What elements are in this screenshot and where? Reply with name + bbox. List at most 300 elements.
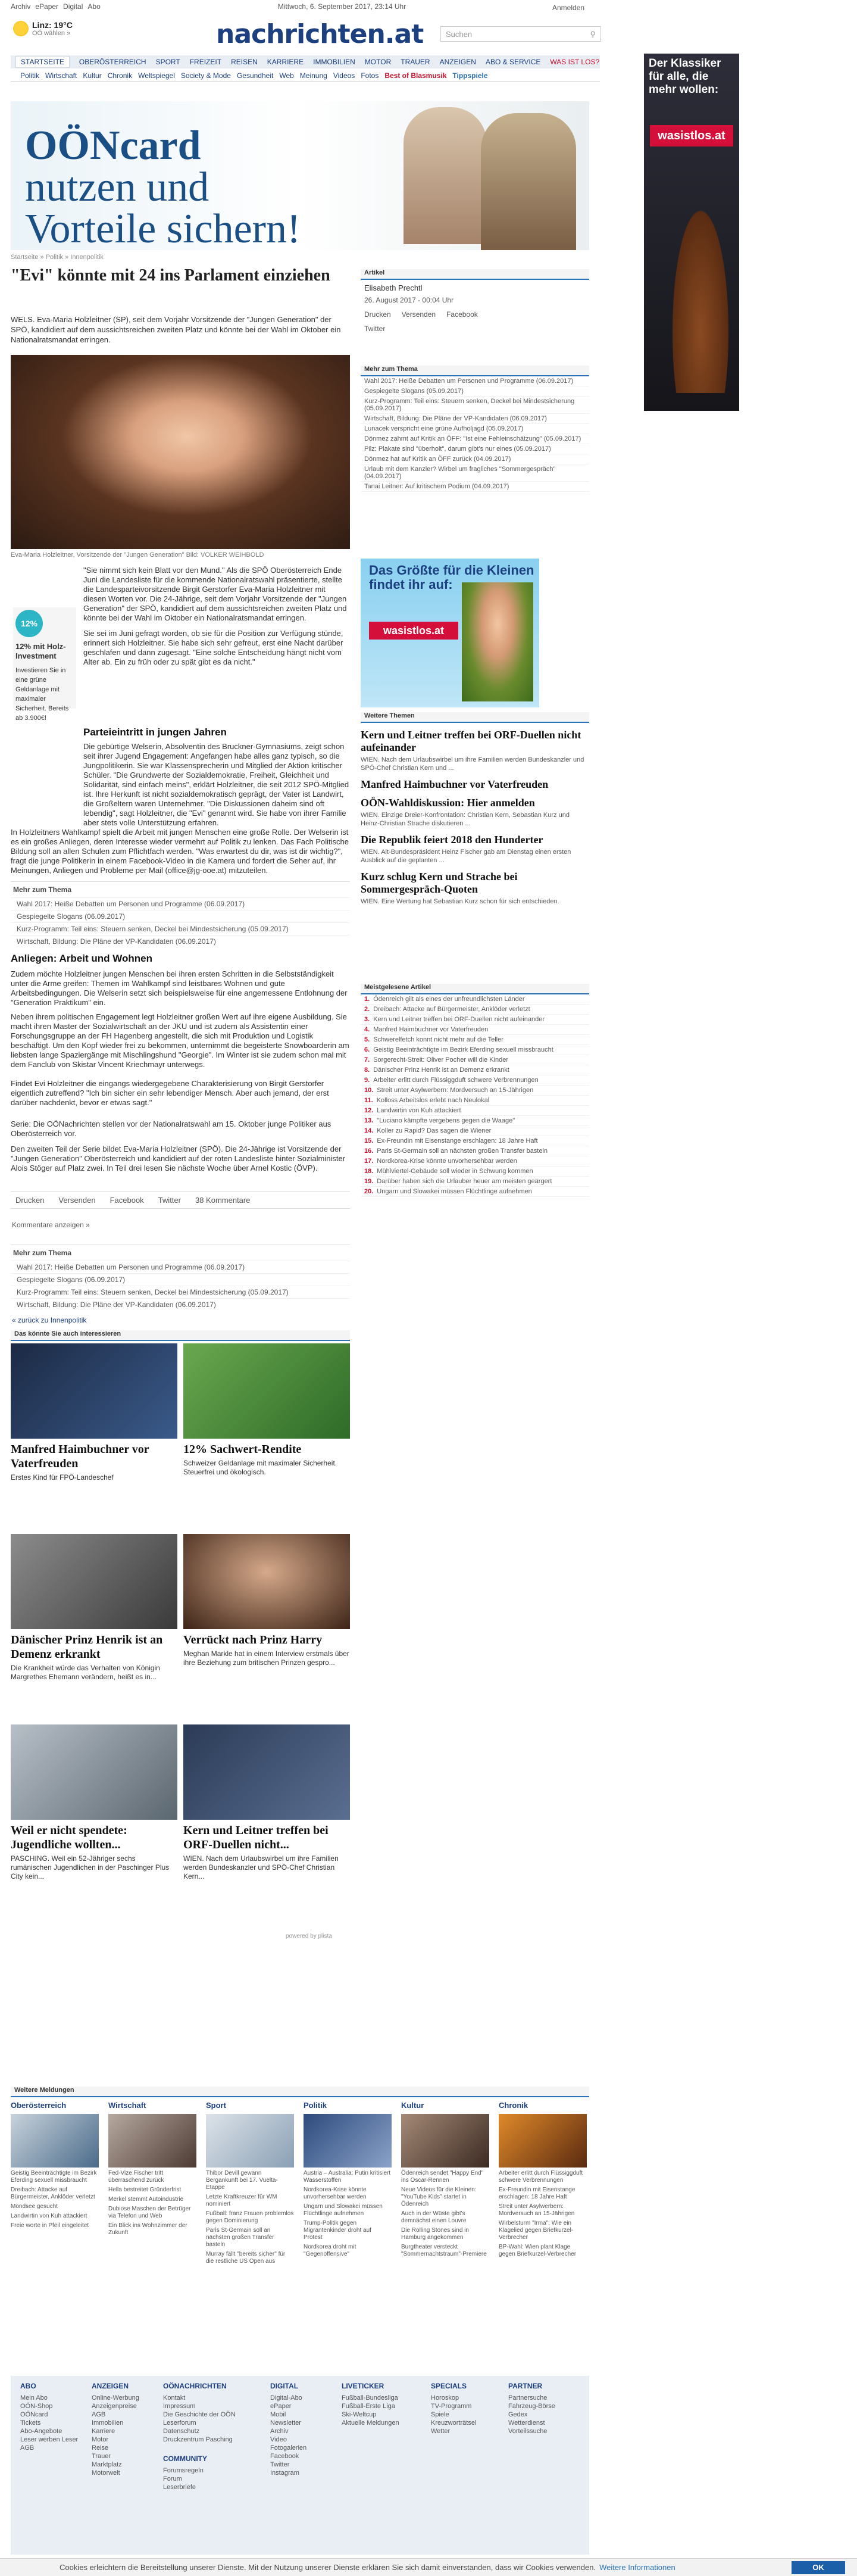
card-text: Die Krankheit würde das Verhalten von Königin Margrethes Ehemann verändern, heißt es in... <box>11 1664 160 1681</box>
footer-link[interactable]: Ski-Weltcup <box>342 2411 377 2418</box>
side-related-item[interactable]: Lunacek verspricht eine grüne Aufholjagd (05.09.2017) <box>361 424 589 434</box>
most-read-item[interactable]: 13. "Luciano kämpfte vergebens gegen die Waage" <box>361 1116 589 1126</box>
col-lead[interactable]: Thibor Devill gewann Bergankunft bei 17. Vuelta-Etappe <box>206 2170 278 2191</box>
side-related-item[interactable]: Dönmez zahmt auf Kritik an ÖFF: "Ist eine Fehleinschätzung" (05.09.2017) <box>361 434 589 444</box>
footer-link[interactable]: Mobil <box>270 2411 286 2418</box>
col-item[interactable]: Fußball: franz Frauen problemlos gegen Dominierung <box>206 2210 294 2224</box>
col-item[interactable]: Burgtheater versteckt "Sommernachtstraum"-Premiere <box>401 2244 487 2257</box>
col-head[interactable]: Oberösterreich <box>11 2101 67 2110</box>
topic-title: Kurz schlug Kern und Strache bei Sommergespräch-Quoten <box>361 871 518 895</box>
nav-freizeit[interactable]: FREIZEIT <box>189 58 222 66</box>
most-read-item[interactable]: 20. Ungarn und Slowakei müssen Flüchtlinge aufnehmen <box>361 1187 589 1197</box>
footer-link[interactable]: Fahrzeug-Börse <box>508 2403 555 2410</box>
footer-link[interactable]: Trauer <box>92 2453 111 2460</box>
subnav-gesundheit[interactable]: Gesundheit <box>236 71 274 80</box>
col-item[interactable]: Streit unter Asylwerbern: Mordversuch an 15-Jährigen <box>499 2203 575 2217</box>
footer-link[interactable]: Online-Werbung <box>92 2394 139 2402</box>
topic-text: WIEN. Eine Wertung hat Sebastian Kurz schon für sich entschieden. <box>361 898 559 905</box>
card-title: Dänischer Prinz Henrik ist an Demenz erkrankt <box>11 1633 163 1661</box>
footer-link[interactable]: Gedex <box>508 2411 528 2418</box>
further-topics <box>361 712 589 974</box>
interest-card[interactable] <box>11 1343 177 1522</box>
subnav-chronik[interactable]: Chronik <box>107 71 133 80</box>
footer-link[interactable]: Fotogalerien <box>270 2444 307 2452</box>
article-serie: Serie: Die OÖNachrichten stellen vor der Nationalratswahl am 15. Oktober junge Politiker aus Oberösterreich vor. <box>11 1119 331 1138</box>
card-title: Verrückt nach Prinz Harry <box>183 1633 323 1646</box>
footer-head: ANZEIGEN <box>92 2382 129 2390</box>
col-item[interactable]: Murray fällt "bereits sicher" für die restliche US Open aus <box>206 2251 286 2265</box>
side-related-item[interactable]: Dönmez hat auf Kritik an ÖFF zurück (04.09.2017) <box>361 454 589 464</box>
related-box-2 <box>11 1245 350 1310</box>
footer-link[interactable]: Kreuzworträtsel <box>431 2419 477 2427</box>
ad-side-brand: wasistlos.at <box>650 125 733 146</box>
most-read-item[interactable]: 11. Kolloss Arbeitslos erlebt nach Neulokal <box>361 1096 589 1106</box>
cookie-ok-button[interactable]: OK <box>792 2561 845 2574</box>
footer-link[interactable]: Anzeigenpreise <box>92 2403 137 2410</box>
footer-link[interactable]: Fußball-Erste Liga <box>342 2403 395 2410</box>
footer-link[interactable]: Leser werben Leser <box>20 2436 79 2443</box>
footer-link[interactable]: Leserbriefe <box>163 2484 196 2491</box>
footer-link[interactable]: Instagram <box>270 2469 299 2477</box>
col-item[interactable]: Merkel stemmt Autoindustrie <box>108 2196 184 2203</box>
side-related-item[interactable]: Pilz: Plakate sind "überholt", darum gibt's nur eines (05.09.2017) <box>361 444 589 454</box>
side-facebook-button[interactable]: Facebook <box>446 310 478 319</box>
weather-widget[interactable] <box>13 20 73 37</box>
cookie-text: Cookies erleichtern die Bereitstellung unserer Dienste. Mit der Nutzung unserer Dienste erklären Sie sich damit einverstanden, dass wir Cookies verwenden. <box>60 2563 596 2572</box>
news-col-sport <box>206 2101 294 2265</box>
ad-person-image-2 <box>481 113 576 250</box>
ad-line-1: OÖNcard <box>25 123 201 169</box>
artikel-head: Artikel <box>361 269 589 280</box>
side-related <box>361 366 589 492</box>
side-related-item[interactable]: Gespiegelte Slogans (05.09.2017) <box>361 386 589 397</box>
side-related-item[interactable]: Wirtschaft, Bildung: Die Pläne der VP-Kandidaten (06.09.2017) <box>361 414 589 424</box>
footer-link[interactable]: Partnersuche <box>508 2394 548 2402</box>
ad-green-brand: wasistlos.at <box>369 622 458 640</box>
subnav-wirtschaft[interactable]: Wirtschaft <box>45 71 77 80</box>
top-link-epaper[interactable]: ePaper <box>35 2 59 11</box>
search-placeholder: Suchen <box>446 30 473 39</box>
side-print-button[interactable]: Drucken <box>364 310 391 319</box>
most-read-item[interactable]: 14. Koller zu Rapid? Das sagen die Wiener <box>361 1126 589 1136</box>
nav-trauer[interactable]: TRAUER <box>401 58 430 66</box>
col-image[interactable] <box>108 2114 196 2168</box>
subnav-society[interactable]: Society & Mode <box>180 71 231 80</box>
subnav-web[interactable]: Web <box>279 71 294 80</box>
footer-link[interactable]: ePaper <box>270 2403 292 2410</box>
subheading-2: Anliegen: Arbeit und Wohnen <box>11 953 152 964</box>
subnav-weltspiegel[interactable]: Weltspiegel <box>138 71 175 80</box>
col-item[interactable]: Ein Blick ins Wohnzimmer der Zukunft <box>108 2222 187 2236</box>
col-item[interactable]: Mondsee gesucht <box>11 2203 58 2210</box>
search-input[interactable] <box>440 26 601 42</box>
article-serie-2: Den zweiten Teil der Serie bildet Eva-Maria Holzleitner (SPÖ). Die 24-Jährige ist Vorsitzende der "Jungen Generation" Oberösterreich und kandidiert auf der roten Landesliste hinter Sozialminister Alois Stöger auf Platz zwei. In Teil drei lesen Sie nächste Woche über Arnel Kostic (ÖVP). <box>11 1144 346 1172</box>
most-read-item[interactable]: 3. Kern und Leitner treffen bei ORF-Duellen nicht aufeinander <box>361 1015 589 1025</box>
card-title: 12% Sachwert-Rendite <box>183 1443 302 1456</box>
most-read-item[interactable]: 6. Geistig Beeinträchtigte im Bezirk Eferding sexuell missbraucht <box>361 1045 589 1055</box>
col-item[interactable]: Landwirtin von Kuh attackiert <box>11 2213 87 2219</box>
most-read-item[interactable]: 5. Schwerelfetch konnt nicht mehr auf die Teller <box>361 1035 589 1045</box>
most-read-item[interactable]: 16. Paris St-Germain soll an nächsten großen Transfer basteln <box>361 1146 589 1156</box>
interest-card[interactable] <box>183 1724 350 1903</box>
most-read-item[interactable]: 8. Dänischer Prinz Henrik ist an Demenz erkrankt <box>361 1065 589 1075</box>
article-body-5: Neben ihrem politischen Engagement legt Holzleitner großen Wert auf ihre eigene Ausbildung. Sie macht ihren Master der Sozialwirtschaft an der JKU und ist zudem als Assistentin einer Forschungsgruppe an der FH Hagenberg angestellt, die sich mit Produktion und Logistik beschäftigt. Um den Kopf wieder frei zu bekommen, unternimmt die begeisterte Snowboarderin am liebsten lange Spaziergänge mit Mischlingshund "Georgie". Im Winter ist sie zudem schon mal mit dem Fanclub von Skistar Vincent Kriechmayr unterwegs. <box>11 1012 349 1069</box>
main-nav <box>11 55 600 68</box>
side-related-item[interactable]: Urlaub mit dem Kanzler? Wirbel um fragliches "Sommergespräch" (04.09.2017) <box>361 464 589 482</box>
ad-green-image <box>462 582 533 701</box>
topic-title: Kern und Leitner treffen bei ORF-Duellen nicht aufeinander <box>361 729 581 753</box>
top-links <box>11 2 606 14</box>
nav-abo[interactable]: ABO & SERVICE <box>485 58 541 66</box>
comments-count[interactable]: 38 Kommentare <box>195 1195 251 1205</box>
footer-link[interactable]: Datenschutz <box>163 2428 200 2435</box>
side-twitter-button[interactable]: Twitter <box>364 325 386 333</box>
topic-item[interactable] <box>361 729 589 772</box>
footer-link[interactable]: Forumsregeln <box>163 2467 204 2474</box>
col-image[interactable] <box>499 2114 587 2168</box>
footer-link[interactable]: Kontakt <box>163 2394 186 2402</box>
footer-link[interactable]: Aktuelle Meldungen <box>342 2419 399 2427</box>
top-link-archiv[interactable]: Archiv <box>11 2 31 11</box>
ad-small-title: 12% mit Holz-Investment <box>15 642 66 660</box>
related-item[interactable]: Wahl 2017: Heiße Debatten um Personen und Programme (06.09.2017) <box>11 1261 350 1273</box>
col-item[interactable]: Ex-Freundin mit Eisenstange erschlagen: 18 Jahre Haft <box>499 2187 575 2200</box>
col-head[interactable]: Sport <box>206 2101 226 2110</box>
more-news-head: Weitere Meldungen <box>11 2087 589 2097</box>
col-item[interactable]: Freie worte in Pfeil eingeleitet <box>11 2222 89 2229</box>
interest-card[interactable] <box>11 1534 177 1713</box>
col-head[interactable]: Chronik <box>499 2101 528 2110</box>
ad-green-text: Das Größte für die Kleinen findet ihr auf: <box>369 563 534 592</box>
subnav-meinung[interactable]: Meinung <box>299 71 327 80</box>
footer-link[interactable]: Tickets <box>20 2419 41 2427</box>
ad-banner-oencard[interactable] <box>11 101 589 250</box>
top-link-digital[interactable]: Digital <box>63 2 83 11</box>
related-item[interactable]: Wahl 2017: Heiße Debatten um Personen und Programme (06.09.2017) <box>11 897 350 910</box>
ad-line-2: nutzen und <box>25 164 209 210</box>
ad-small-text: Investieren Sie in eine grüne Geldanlage mit maximaler Sicherheit. Bereits ab 3.900€! <box>15 667 69 722</box>
ad-headline <box>25 125 301 250</box>
ad-holz-investment[interactable] <box>13 607 76 722</box>
ad-side-image <box>668 191 733 393</box>
most-read-item[interactable]: 1. Ödenreich gilt als eines der unfreundlichsten Länder <box>361 994 589 1005</box>
share-bar <box>11 1191 350 1209</box>
nav-startseite[interactable]: STARTSEITE <box>15 56 70 68</box>
col-lead[interactable]: Arbeiter erlitt durch Flüssiggduft schwere Verbrennungen <box>499 2170 583 2184</box>
side-send-button[interactable]: Versenden <box>401 310 436 319</box>
sub-nav <box>11 70 600 82</box>
col-item[interactable]: Nordkorea-Krise könnte unvorhersehbar werden <box>304 2187 367 2200</box>
footer-link[interactable]: Die Geschichte der OÖN <box>163 2411 236 2418</box>
most-read-item[interactable]: 18. Mühlviertel-Gebäude soll wieder in Schwung kommen <box>361 1167 589 1177</box>
footer-link[interactable]: AGB <box>20 2444 35 2452</box>
footer-link[interactable]: Leserforum <box>163 2419 196 2427</box>
footer-link[interactable]: Facebook <box>270 2453 299 2460</box>
col-image[interactable] <box>304 2114 392 2168</box>
col-item[interactable]: Nordkorea droht mit "Gegenoffensive" <box>304 2244 356 2257</box>
topic-text: WIEN. Einzige Dreier-Konfrontation: Christian Kern, Sebastian Kurz und Heinz-Christian Strache diskutieren ... <box>361 812 570 827</box>
card-text: Meghan Markle hat in einem Interview erstmals über ihre Beziehung zum britischen Prinzen gespro... <box>183 1649 349 1667</box>
article-info-box <box>361 269 589 358</box>
footer-link[interactable]: Mein Abo <box>20 2394 48 2402</box>
col-item[interactable]: Die Rolling Stones sind in Hamburg angekommen <box>401 2227 469 2241</box>
nav-karriere[interactable]: KARRIERE <box>267 58 304 66</box>
footer-link[interactable]: TV-Programm <box>431 2403 472 2410</box>
footer-link[interactable]: Impressum <box>163 2403 196 2410</box>
card-text: PASCHING. Weil ein 52-Jähriger sechs rumänischen Jugendlichen in der Paschinger Plus City kein... <box>11 1854 170 1880</box>
back-link[interactable]: « zurück zu Innenpolitik <box>12 1316 87 1324</box>
card-title: Kern und Leitner treffen bei ORF-Duellen nicht... <box>183 1824 329 1851</box>
search-icon[interactable]: ⚲ <box>590 30 596 39</box>
col-item[interactable]: Ungarn und Slowakei müssen Flüchtlinge aufnehmen <box>304 2203 383 2217</box>
col-image[interactable] <box>401 2114 489 2168</box>
footer-link[interactable]: Immobilien <box>92 2419 124 2427</box>
most-read-item[interactable]: 10. Streit unter Asylwerbern: Mordversuch an 15-Jährigen <box>361 1086 589 1096</box>
side-related-item[interactable]: Kurz-Programm: Teil eins: Steuern senken, Deckel bei Mindestsicherung (05.09.2017) <box>361 397 589 414</box>
related-item[interactable]: Wirtschaft, Bildung: Die Pläne der VP-Kandidaten (06.09.2017) <box>11 935 350 947</box>
topic-item[interactable] <box>361 871 589 906</box>
footer-link[interactable]: Video <box>270 2436 287 2443</box>
facebook-button[interactable]: Facebook <box>110 1195 144 1205</box>
interest-head: Das könnte Sie auch interessieren <box>11 1330 350 1341</box>
subnav-kultur[interactable]: Kultur <box>83 71 102 80</box>
site-footer <box>11 2376 589 2555</box>
photo-caption: Eva-Maria Holzleitner, Vorsitzende der "Jungen Generation" Bild: VOLKER WEIHBOLD <box>11 551 264 559</box>
footer-col-specials <box>431 2382 514 2435</box>
nav-motor[interactable]: MOTOR <box>364 58 392 66</box>
article-body-6: Findet Evi Holzleitner die eingangs wiedergegebene Charakterisierung von Birgit Gerstorfer eigentlich zutreffend? "Ich bin sicher ein sehr lebendiger Mensch. Aber auch jemand, der erst darüber nachdenkt, bevor er etwas sagt." <box>11 1079 329 1107</box>
col-image[interactable] <box>11 2114 99 2168</box>
related-item[interactable]: Gespiegelte Slogans (06.09.2017) <box>11 910 350 922</box>
footer-head: SPECIALS <box>431 2382 467 2390</box>
most-read-item[interactable]: 4. Manfred Haimbuchner vor Vaterfreuden <box>361 1025 589 1035</box>
footer-link[interactable]: Wetterdienst <box>508 2419 545 2427</box>
col-item[interactable]: Dubiose Maschen der Betrüger via Telefon und Web <box>108 2206 191 2219</box>
article-date: 26. August 2017 - 00:04 Uhr <box>364 296 454 304</box>
col-lead[interactable]: Austria – Australia: Putin kritisiert Wasserstoffen <box>304 2170 391 2184</box>
article-lead: WELS. Eva-Maria Holzleitner (SP), seit dem Vorjahr Vorsitzende der "Jungen Generation" der SPÖ, kandidiert auf dem aussichtsreichen zweiten Platz und könnte bei der Wahl im Oktober ein Nationalratsmandat erringen. <box>11 315 341 344</box>
related-item[interactable]: Gespiegelte Slogans (06.09.2017) <box>11 1273 350 1286</box>
footer-link[interactable]: Marktplatz <box>92 2461 122 2468</box>
footer-link[interactable]: Archiv <box>270 2428 289 2435</box>
footer-link[interactable]: Wetter <box>431 2428 451 2435</box>
footer-link[interactable]: Spiele <box>431 2411 449 2418</box>
interest-grid <box>11 1343 350 1927</box>
article-body-1 <box>83 566 350 667</box>
footer-head: PARTNER <box>508 2382 543 2390</box>
ad-wasistlos-kids[interactable] <box>361 559 539 707</box>
card-image <box>11 1724 177 1820</box>
most-read-item[interactable]: 12. Landwirtin von Kuh attackiert <box>361 1106 589 1116</box>
news-col-politik <box>304 2101 392 2258</box>
article-photo[interactable] <box>11 355 350 549</box>
footer-col-liveticker <box>342 2382 425 2427</box>
show-comments-link[interactable]: Kommentare anzeigen » <box>12 1221 90 1229</box>
footer-link[interactable]: Vorteilssuche <box>508 2428 548 2435</box>
article-body-4: Zudem möchte Holzleitner jungen Menschen bei ihren ersten Schritten in die Selbstständigkeit unter die Arme greifen: Themen im Wahlkampf sind leistbares Wohnen und gute Arbeitsbedingungen. Die Welserin setzt sich beispielsweise für eine angemessene Entlohnung der "Generation Praktikum" ein. <box>11 969 348 1007</box>
subnav-politik[interactable]: Politik <box>20 71 40 80</box>
card-image <box>11 1534 177 1629</box>
col-head[interactable]: Politik <box>304 2101 327 2110</box>
col-item[interactable]: Wirbelsturm "Irma": Wie ein Klagelied gegen Briefkurzel-Verbrecher <box>499 2220 574 2241</box>
footer-link[interactable]: Motorwelt <box>92 2469 120 2477</box>
most-read-head: Meistgelesene Artikel <box>361 984 589 994</box>
col-lead[interactable]: Geistig Beeinträchtigte im Bezirk Eferding sexuell missbraucht <box>11 2170 97 2184</box>
news-col-wirtschaft <box>108 2101 196 2237</box>
topic-item[interactable] <box>361 834 589 865</box>
col-head[interactable]: Kultur <box>401 2101 424 2110</box>
paragraph: "Sie nimmt sich kein Blatt vor den Mund." Als die SPÖ Oberösterreich Ende Juni die Landesliste für die kommende Nationalratswahl präsentierte, stellte die Landesparteivorsitzende Birgit Gerstorfer Eva-Maria Holzleitner mit diesen Worten vor. Die 24-Jährige, seit dem Vorjahr Vorsitzende der "Jungen Generation" der SPÖ, kandidiert auf dem aussichtsreichen zweiten Platz und könnte bei der Wahl im Oktober ein Nationalratsmandat erringen. <box>83 566 347 622</box>
card-image <box>183 1534 350 1629</box>
side-related-head: Mehr zum Thema <box>361 366 589 376</box>
ad-badge: 12% <box>15 610 43 637</box>
send-button[interactable]: Versenden <box>58 1195 96 1205</box>
footer-link[interactable]: Druckzentrum Pasching <box>163 2436 233 2443</box>
most-read-item[interactable]: 7. Sorgerecht-Streit: Oliver Pocher will die Kinder <box>361 1055 589 1065</box>
most-read-item[interactable]: 19. Darüber haben sich die Urlauber heuer am meisten geärgert <box>361 1177 589 1187</box>
footer-link[interactable]: AGB <box>92 2411 106 2418</box>
col-item[interactable]: Paris St-Germain soll an nächsten großen Transfer basteln <box>206 2227 274 2248</box>
news-col-ooe <box>11 2101 99 2229</box>
col-item[interactable]: Letzte Kraftkreuzer für WM nominiert <box>206 2194 277 2207</box>
ad-skyscraper[interactable] <box>644 54 739 411</box>
footer-head: COMMUNITY <box>163 2455 207 2463</box>
related-item[interactable]: Wirtschaft, Bildung: Die Pläne der VP-Kandidaten (06.09.2017) <box>11 1298 350 1311</box>
col-item[interactable]: Neue Videos für die Kleinen: "YouTube Kids" startet in Ödenreich <box>401 2187 477 2207</box>
card-title: Manfred Haimbuchner vor Vaterfreuden <box>11 1443 149 1470</box>
ad-person-image <box>404 107 487 244</box>
topic-item[interactable] <box>361 797 589 828</box>
card-image <box>11 1343 177 1439</box>
subheading-1: Parteieintritt in jungen Jahren <box>83 726 227 738</box>
card-image <box>183 1343 350 1439</box>
col-item[interactable]: BP-Wahl: Wien plant Klage gegen Briefkurzel-Verbrecher <box>499 2244 577 2257</box>
top-link-abo[interactable]: Abo <box>87 2 101 11</box>
footer-col-abo <box>20 2382 104 2452</box>
topic-item[interactable] <box>361 778 589 791</box>
interest-card[interactable] <box>183 1534 350 1713</box>
further-topics-head: Weitere Themen <box>361 712 589 723</box>
topic-title: Manfred Haimbuchner vor Vaterfreuden <box>361 778 549 790</box>
nav-wasistlos[interactable]: WAS IST LOS? <box>550 58 600 66</box>
article-body-2: Die gebürtige Welserin, Absolventin des Bruckner-Gymnasiums, zeigt schon seit ihrer Jugend Engagement: Angefangen habe alles ganz typisch, so die Jungpolitikerin. Sie war Klassensprecherin und Mitglied der Aktion kritischer Schüler. "Die Grundwerte der Sozialdemokratie, Freiheit, Gleichheit und Solidarität, sind einfach meins", erklärt Holzleitner, die seit 2012 SPÖ-Mitglied ist. Ihre Herkunft ist nicht sozialdemokratisch geprägt, der Vater ist Landwirt, die Großeltern waren Unternehmer. "Die Diskussionen daheim sind oft lebendig", sagt Holzleitner, die "Evi" genannt wird. Sie habe von ihrer Familie aber stets volle Unterstützung erfahren. <box>83 742 349 827</box>
nav-anzeigen[interactable]: ANZEIGEN <box>439 58 476 66</box>
ad-line-3: Vorteile sichern! <box>25 206 301 250</box>
subnav-tippspiele[interactable]: Tippspiele <box>452 71 488 80</box>
footer-link[interactable]: Abo-Angebote <box>20 2428 62 2435</box>
footer-link[interactable]: Fußball-Bundesliga <box>342 2394 398 2402</box>
footer-link[interactable]: Karriere <box>92 2428 115 2435</box>
footer-link[interactable]: Digital-Abo <box>270 2394 302 2402</box>
side-related-item[interactable]: Wahl 2017: Heiße Debatten um Personen und Programme (06.09.2017) <box>361 376 589 386</box>
card-image <box>183 1724 350 1820</box>
footer-link[interactable]: Twitter <box>270 2461 290 2468</box>
col-item[interactable]: Dreibach: Attacke auf Bürgermeister, Anklöder verletzt <box>11 2187 95 2200</box>
related-box-1 <box>11 881 350 947</box>
col-lead[interactable]: Fed-Vize Fischer tritt überraschend zurück <box>108 2170 164 2184</box>
related-head: Mehr zum Thema <box>13 885 72 894</box>
footer-col-oen <box>163 2382 246 2491</box>
topic-text: WIEN. Nach dem Urlaubswirbel um ihre Familien werden Bundeskanzler und SPÖ-Chef Christian Kern und ... <box>361 756 584 772</box>
col-lead[interactable]: Ödenreich sendet "Happy End" ins Oscar-Rennen <box>401 2170 484 2184</box>
weather-sub[interactable]: OÖ wählen » <box>32 30 71 37</box>
related-item[interactable]: Kurz-Programm: Teil eins: Steuern senken, Deckel bei Mindestsicherung (05.09.2017) <box>11 1286 350 1298</box>
col-item[interactable]: Trump-Politik gegen Migrantenkinder droht auf Protest <box>304 2220 371 2241</box>
related-item[interactable]: Kurz-Programm: Teil eins: Steuern senken, Deckel bei Mindestsicherung (05.09.2017) <box>11 922 350 935</box>
ad-side-text: Der Klassiker für alle, die mehr wollen: <box>649 57 721 96</box>
footer-head: ABO <box>20 2382 36 2390</box>
footer-link[interactable]: OÖN-Shop <box>20 2403 53 2410</box>
col-image[interactable] <box>206 2114 294 2168</box>
footer-col-digital <box>270 2382 354 2477</box>
news-col-kultur <box>401 2101 489 2258</box>
weather-temp: Linz: 19°C <box>32 20 73 30</box>
related-head: Mehr zum Thema <box>13 1249 72 1257</box>
paragraph: Sie sei im Juni gefragt worden, ob sie für die Position zur Verfügung stünde, erinnert sich Holzleitner. Sie habe sich sehr gefreut, erst eine Nacht darüber geschlafen und dann zugesagt. "Eine solche Entscheidung hängt nicht vom Alter ab. Ein zu früh oder zu spät gibt es da nicht." <box>83 629 343 666</box>
footer-head: DIGITAL <box>270 2382 299 2390</box>
footer-link[interactable]: Reise <box>92 2444 109 2452</box>
card-text: Schweizer Geldanlage mit maximaler Sicherheit. Steuerfrei und ökologisch. <box>183 1459 337 1476</box>
col-item[interactable]: Auch in der Wüste gibt's demnächst einen Louvre <box>401 2210 467 2224</box>
subnav-blasmusik[interactable]: Best of Blasmusik <box>384 71 447 80</box>
footer-col-anzeigen <box>92 2382 175 2477</box>
footer-head: OÖNACHRICHTEN <box>163 2382 227 2390</box>
plista-credit[interactable]: powered by plista <box>286 1933 332 1939</box>
most-read-item[interactable]: 15. Ex-Freundin mit Eisenstange erschlagen: 18 Jahre Haft <box>361 1136 589 1146</box>
login-link[interactable]: Anmelden <box>552 4 585 12</box>
nav-ooe[interactable]: OBERÖSTERREICH <box>79 58 146 66</box>
twitter-button[interactable]: Twitter <box>158 1195 181 1205</box>
footer-link[interactable]: Newsletter <box>270 2419 301 2427</box>
footer-link[interactable]: OÖNcard <box>20 2411 48 2418</box>
breadcrumb[interactable]: Startseite » Politik » Innenpolitik <box>11 254 104 261</box>
most-read-item[interactable]: 2. Dreibach: Attacke auf Bürgermeister, Anklöder verletzt <box>361 1005 589 1015</box>
current-date: Mittwoch, 6. September 2017, 23:14 Uhr <box>277 2 406 11</box>
subnav-videos[interactable]: Videos <box>333 71 355 80</box>
card-title: Weil er nicht spendete: Jugendliche wollten... <box>11 1824 127 1851</box>
cookie-info-link[interactable]: Weitere Informationen <box>599 2563 675 2572</box>
most-read-item[interactable]: 17. Nordkorea-Krise könnte unvorhersehbar werden <box>361 1156 589 1167</box>
col-head[interactable]: Wirtschaft <box>108 2101 146 2110</box>
print-button[interactable]: Drucken <box>15 1195 45 1205</box>
interest-card[interactable] <box>183 1343 350 1522</box>
footer-head: LIVETICKER <box>342 2382 384 2390</box>
most-read <box>361 984 589 1197</box>
card-text: WIEN. Nach dem Urlaubswirbel um ihre Familien werden Bundeskanzler und SPÖ-Chef Christian Kern... <box>183 1854 339 1880</box>
site-logo[interactable]: nachrichten.at <box>216 19 424 49</box>
more-news-columns <box>11 2101 589 2265</box>
interest-card[interactable] <box>11 1724 177 1903</box>
footer-col-partner <box>508 2382 592 2435</box>
footer-link[interactable]: Forum <box>163 2475 182 2483</box>
nav-reisen[interactable]: REISEN <box>231 58 258 66</box>
nav-sport[interactable]: SPORT <box>155 58 180 66</box>
nav-immobilien[interactable]: IMMOBILIEN <box>313 58 355 66</box>
cookie-banner <box>0 2558 857 2576</box>
footer-link[interactable]: Motor <box>92 2436 109 2443</box>
subnav-fotos[interactable]: Fotos <box>361 71 379 80</box>
topic-title: OÖN-Wahldiskussion: Hier anmelden <box>361 797 535 809</box>
news-col-chronik <box>499 2101 587 2258</box>
most-read-item[interactable]: 9. Arbeiter erlitt durch Flüssiggduft schwere Verbrennungen <box>361 1075 589 1086</box>
card-text: Erstes Kind für FPÖ-Landeschef <box>11 1473 114 1482</box>
article-body-3: In Holzleitners Wahlkampf spielt die Arbeit mit jungen Menschen eine große Rolle. Der Welserin ist es ein großes Anliegen, deren Interesse wieder vermehrt auf Politik zu lenken. Das Fach Politische Bildung soll an allen Schulen zum Pflichtfach werden. "Was erwartest du dir, was ist dir wichtig?", fragt die junge Politikerin in einem Facebook-Video in die Kamera und fordert die Seher auf, ihr Meinungen, Anliegen und Probleme per Mail (office@jg-ooe.at) mitzuteilen. <box>11 828 349 875</box>
article-title: "Evi" könnte mit 24 ins Parlament einziehen <box>11 266 330 285</box>
sun-icon <box>13 21 29 36</box>
footer-link[interactable]: Horoskop <box>431 2394 459 2402</box>
side-related-item[interactable]: Tanai Leitner: Auf kritischem Podium (04.09.2017) <box>361 482 589 492</box>
col-item[interactable]: Hella bestreitet Gründerfrist <box>108 2187 182 2193</box>
